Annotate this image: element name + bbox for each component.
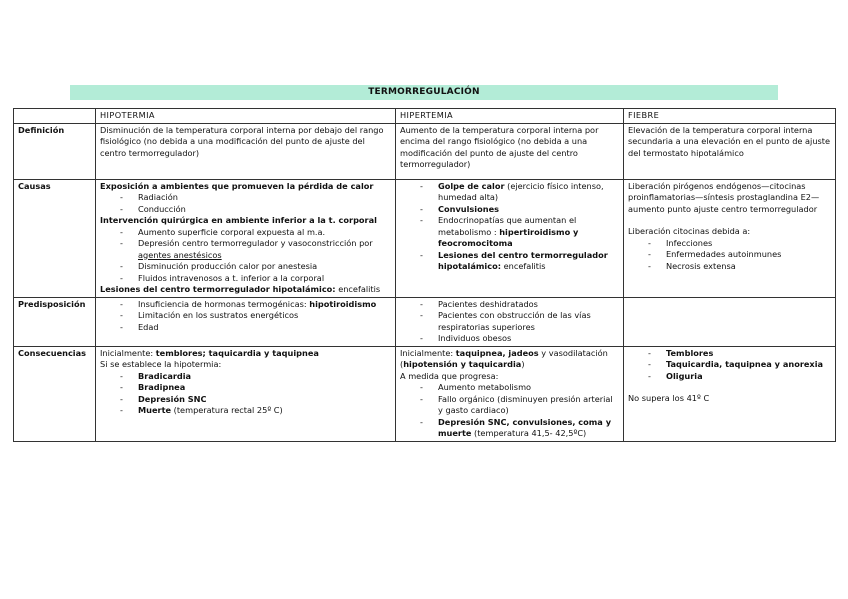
row-predisposicion bbox=[14, 297, 836, 346]
cause-list bbox=[400, 181, 619, 273]
cell-causas-hipotermia bbox=[96, 179, 396, 297]
cell-causas-hipertermia bbox=[396, 179, 624, 297]
row-label: Predisposición bbox=[14, 297, 96, 346]
item-text: encefalitis bbox=[500, 261, 546, 271]
cell-definicion-hipotermia: Disminución de la temperatura corporal interna por debajo del rango fisiológico (no debida a una modificación del punto de ajuste del centro termorregulador) bbox=[96, 123, 396, 179]
bold-text: Golpe de calor bbox=[438, 180, 505, 191]
cause-list bbox=[100, 192, 391, 215]
list-item bbox=[666, 348, 831, 360]
bold-text: Convulsiones bbox=[438, 203, 499, 214]
item-text: Depresión centro termorregulador y vasoconstricción por bbox=[138, 238, 373, 248]
cell-definicion-fiebre: Elevación de la temperatura corporal interna secundaria a una elevación en el punto de ajuste del termostato hipotalámico bbox=[624, 123, 836, 179]
list-item: - Fluidos intravenosos a t. inferior a la corporal bbox=[138, 273, 391, 285]
paragraph: No supera los 41º C bbox=[628, 393, 710, 403]
bold-text: Temblores bbox=[666, 347, 714, 358]
item-text: y vasodilatación ( bbox=[400, 347, 608, 369]
item-text: Endocrinopatías que aumentan el metabolismo : bbox=[438, 215, 577, 237]
predisposition-list bbox=[400, 299, 619, 345]
item-text: ) bbox=[521, 359, 525, 369]
list-item bbox=[138, 405, 391, 417]
thermoregulation-table bbox=[13, 108, 836, 442]
bold-text: temblores; taquicardia y taquipnea bbox=[155, 347, 319, 358]
cell-causas-fiebre bbox=[624, 179, 836, 297]
item-text: Insuficiencia de hormonas termogénicas: bbox=[138, 298, 310, 309]
item-text: encefalitis bbox=[335, 284, 381, 294]
cell-consecuencias-fiebre bbox=[624, 346, 836, 441]
item-text: Inicialmente: bbox=[100, 347, 156, 358]
list-item bbox=[138, 238, 391, 261]
paragraph: Liberación pirógenos endógenos—citocinas proinflamatorias—síntesis prostaglandina E2—aumento punto ajuste centro termorregulador bbox=[628, 180, 820, 214]
cause-heading: Exposición a ambientes que promueven la pérdida de calor bbox=[100, 180, 374, 191]
bold-text: Depresión SNC bbox=[138, 393, 207, 404]
underlined-text: agentes anestésicos bbox=[138, 249, 222, 260]
bold-text: Taquicardia, taquipnea y anorexia bbox=[666, 359, 824, 369]
row-consecuencias bbox=[14, 346, 836, 441]
header-row bbox=[14, 109, 836, 124]
list-item bbox=[438, 204, 619, 216]
cause-heading: Lesiones del centro termorregulador hipotalámico: bbox=[100, 284, 336, 294]
cell-predisposicion-hipertermia bbox=[396, 297, 624, 346]
list-item bbox=[438, 417, 619, 440]
bold-text: Oliguria bbox=[666, 370, 703, 381]
item-text: (ejercicio físico intenso, humedad alta) bbox=[438, 180, 604, 202]
list-item: - Individuos obesos bbox=[438, 333, 619, 345]
row-label: Causas bbox=[14, 179, 96, 297]
list-item: - Pacientes deshidratados bbox=[438, 299, 619, 311]
cell-predisposicion-hipotermia bbox=[96, 297, 396, 346]
list-item: - Limitación en los sustratos energéticos bbox=[138, 310, 391, 322]
bold-text: Muerte bbox=[138, 405, 172, 415]
list-item: - Aumento superficie corporal expuesta al m.a. bbox=[138, 227, 391, 239]
list-item bbox=[666, 359, 831, 371]
cell-consecuencias-hipotermia bbox=[96, 346, 396, 441]
list-item bbox=[438, 215, 619, 250]
bold-text: hipertiroidismo y feocromocitoma bbox=[438, 226, 579, 248]
list-item: - Radiación bbox=[138, 192, 391, 204]
row-causas bbox=[14, 179, 836, 297]
paragraph: Liberación citocinas debida a: bbox=[628, 226, 751, 236]
list-item bbox=[666, 371, 831, 383]
list-item: - Edad bbox=[138, 322, 391, 334]
bold-text: hipotiroidismo bbox=[309, 298, 377, 309]
item-text: Inicialmente: bbox=[400, 347, 456, 358]
list-item: - Conducción bbox=[138, 204, 391, 216]
bold-text: taquipnea, jadeos bbox=[455, 347, 539, 358]
row-label: Definición bbox=[14, 123, 96, 179]
list-item: - Fallo orgánico (disminuyen presión arterial y gasto cardiaco) bbox=[438, 394, 619, 417]
bold-text: Lesiones del centro termorregulador hipotalámico: bbox=[438, 249, 608, 271]
cause-heading: Intervención quirúrgica en ambiente inferior a la t. corporal bbox=[100, 215, 377, 225]
predisposition-list bbox=[100, 299, 391, 334]
header-fiebre: FIEBRE bbox=[624, 109, 836, 124]
cause-list bbox=[100, 227, 391, 285]
bold-text: hipotensión y taquicardia bbox=[403, 359, 522, 369]
cause-list bbox=[628, 238, 831, 273]
list-item: - Disminución producción calor por anestesia bbox=[138, 261, 391, 273]
item-text: (temperatura rectal 25º C) bbox=[171, 405, 283, 415]
row-definicion bbox=[14, 123, 836, 179]
cell-predisposicion-fiebre bbox=[624, 297, 836, 346]
paragraph: Si se establece la hipotermia: bbox=[100, 359, 222, 369]
list-item: - Infecciones bbox=[666, 238, 831, 250]
page-title: TERMORREGULACIÓN bbox=[70, 85, 778, 100]
paragraph: A medida que progresa: bbox=[400, 370, 499, 381]
list-item: - Pacientes con obstrucción de las vías respiratorias superiores bbox=[438, 310, 619, 333]
row-label: Consecuencias bbox=[14, 346, 96, 441]
header-empty bbox=[14, 109, 96, 124]
consequence-list bbox=[628, 348, 831, 383]
list-item: - Necrosis extensa bbox=[666, 261, 831, 273]
item-text: (temperatura 41,5- 42,5ºC) bbox=[471, 428, 587, 438]
list-item bbox=[438, 181, 619, 204]
header-hipertermia: HIPERTEMIA bbox=[396, 109, 624, 124]
consequence-list bbox=[400, 382, 619, 440]
list-item bbox=[138, 299, 391, 311]
bold-text: Depresión SNC, convulsiones, coma y muerte bbox=[438, 416, 612, 438]
cell-consecuencias-hipertermia bbox=[396, 346, 624, 441]
header-hipotermia: HIPOTERMIA bbox=[96, 109, 396, 124]
list-item bbox=[138, 382, 391, 394]
list-item bbox=[138, 371, 391, 383]
list-item bbox=[438, 250, 619, 273]
bold-text: Bradipnea bbox=[138, 382, 186, 392]
list-item bbox=[138, 394, 391, 406]
cell-definicion-hipertermia: Aumento de la temperatura corporal interna por encima del rango fisiológico (no debida a una modificación del punto de ajuste del centro termorregulador) bbox=[396, 123, 624, 179]
consequence-list bbox=[100, 371, 391, 417]
list-item: - Enfermedades autoinmunes bbox=[666, 249, 831, 261]
bold-text: Bradicardia bbox=[138, 370, 192, 381]
list-item: - Aumento metabolismo bbox=[438, 382, 619, 394]
